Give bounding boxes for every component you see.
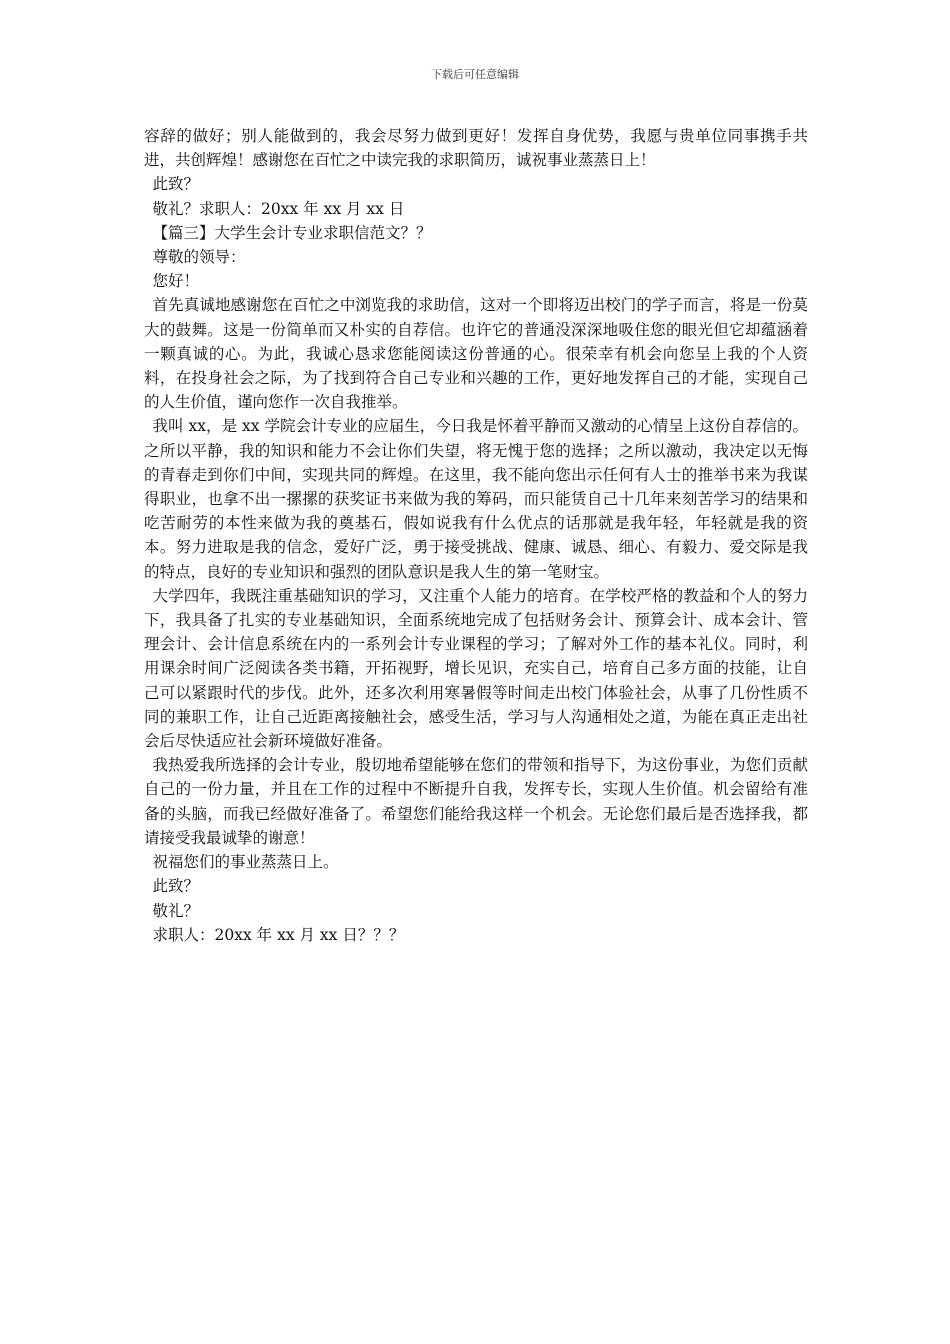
closing-jingli: 敬礼？ xyxy=(152,901,200,920)
section-title: 【篇三】大学生会计专业求职信范文？？ xyxy=(152,223,432,242)
paragraph-self-introduction: 我叫 xx，是 xx 学院会计专业的应届生，今日我是怀着平静而又激动的心情呈上这份自荐信的。之所以平静，我的知识和能力不会让你们失望，将无愧于您的选择；之所以激动，我决定以无悔的青春走到你们中间，实现共同的辉煌。在这里，我不能向您出示任何有人士的推举书来为我谋得职业，也拿不出一摞摞的获奖证书来做为我的筹码，而只能赁自己十几年来刻苦学习的结果和吃苦耐劳的本性来做为我的奠基石，假如说我有什么优点的话那就是我年轻，年轻就是我的资本。努力进取是我的信念，爱好广泛，勇于接受挑战、健康、诚恳、细心、有毅力、爱交际是我的特点，良好的专业知识和强烈的团队意识是我人生的第一笔财宝。 xyxy=(144,417,808,581)
closing-cizhi: 此致？ xyxy=(152,877,200,896)
greeting-dear-leader: 尊敬的领导： xyxy=(152,248,246,267)
page-header: 下载后可任意编辑 xyxy=(431,68,519,81)
signature-line-previous: 敬礼？求职人：20xx 年 xx 月 xx 日 xyxy=(152,199,405,218)
paragraph-university: 大学四年，我既注重基础知识的学习，又注重个人能力的培育。在学校严格的教益和个人的努力下，我具备了扎实的专业基础知识，全面系统地完成了包括财务会计、预算会计、成本会计、管理会计、会计信息系统在内的一系列会计专业课程的学习；了解对外工作的基本礼仪。同时，利用课余时间广泛阅读各类书籍，开拓视野，增长见识，充实自己，培育自己多方面的技能，让自己可以紧跟时代的步伐。此外，还多次利用寒暑假等时间走出校门体验社会，从事了几份性质不同的兼职工作，让自己近距离接触社会，感受生活，学习与人沟通相处之道，为能在真正走出社会后尽快适应社会新环境做好准备。 xyxy=(144,586,808,751)
signature-line: 求职人：20xx 年 xx 月 xx 日？？？ xyxy=(152,925,405,944)
greeting-hello: 您好！ xyxy=(152,272,200,291)
salutation-cizhi: 此致？ xyxy=(152,175,200,194)
paragraph-passion: 我热爱我所选择的会计专业，殷切地希望能够在您们的带领和指导下，为这份事业，为您们贡献自己的一份力量，并且在工作的过程中不断提升自我，发挥专长，实现人生价值。机会留给有准备的头脑，而我已经做好准备了。希望您们能给我这样一个机会。无论您们最后是否选择我，都请接受我最诚挚的谢意！ xyxy=(144,756,808,847)
document-body xyxy=(144,124,808,947)
wishes-line: 祝福您们的事业蒸蒸日上。 xyxy=(152,853,339,872)
paragraph-closing-previous: 容辞的做好；别人能做到的，我会尽努力做到更好！发挥自身优势，我愿与贵单位同事携手共进，共创辉煌！感谢您在百忙之中读完我的求职简历，诚祝事业蒸蒸日上！ xyxy=(144,127,808,170)
paragraph-intro: 首先真诚地感谢您在百忙之中浏览我的求助信，这对一个即将迈出校门的学子而言，将是一份莫大的鼓舞。这是一份简单而又朴实的自荐信。也许它的普通没深深地吸住您的眼光但它却蕴涵着一颗真诚的心。为此，我诚心恳求您能阅读这份普通的心。很荣幸有机会向您呈上我的个人资料，在投身社会之际，为了找到符合自己专业和兴趣的工作，更好地发挥自己的才能，实现自己的人生价值，谨向您作一次自我推举。 xyxy=(144,296,808,412)
